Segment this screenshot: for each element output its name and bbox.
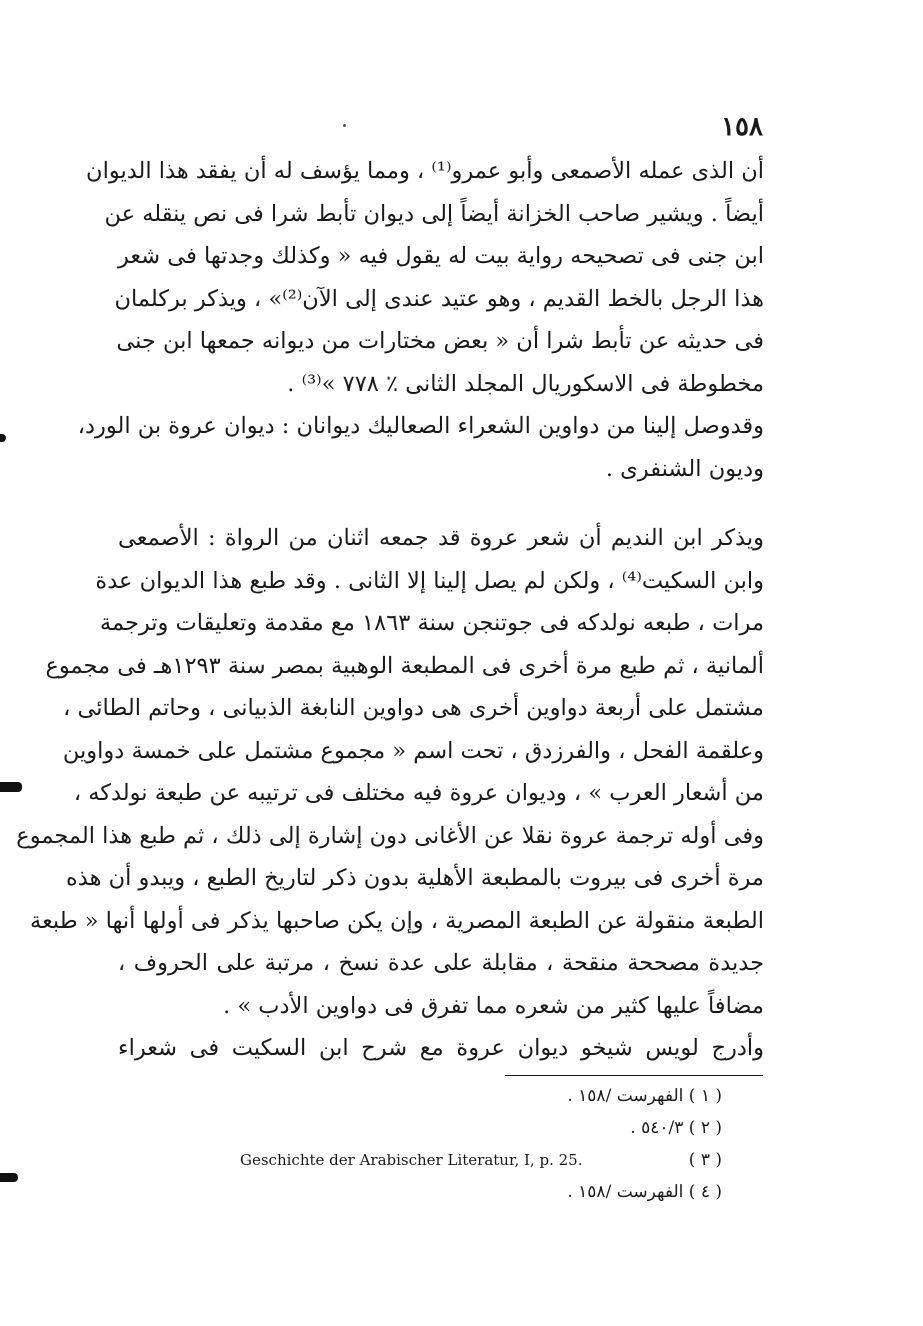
paragraph [86,150,764,405]
text-line: الطبعة منقولة عن الطبعة المصرية ، وإن يكن صاحبها يذكر فى أولها أنها « طبعة [30,907,764,934]
footnote-number: ( ٤ ) [688,1182,722,1202]
text-line: وفى أوله ترجمة عروة نقلا عن الأغانى دون إشارة إلى ذلك ، ثم طبع هذا المجموع [16,822,764,849]
footnote-number: ( ٢ ) [688,1118,722,1138]
text-line: ابن جنى فى تصحيحه رواية بيت له يقول فيه « وكذلك وجدتها فى شعر [118,243,764,269]
text-line: مخطوطة فى الاسكوريال المجلد الثانى ٪ ٧٧٨ »⁽³⁾ . [287,370,764,397]
footnote-number: ( ٣ ) [688,1150,722,1170]
paragraph [16,517,764,1070]
footnote-text: الفهرست /١٥٨ . [567,1182,684,1202]
scan-binding-mark [0,782,22,792]
scan-binding-mark [0,1173,18,1182]
text-line: مرة أخرى فى بيروت بالمطبعة الأهلية بدون ذكر لتاريخ الطبع ، ويبدو أن هذه [65,865,764,891]
footnotes [240,1080,722,1208]
footnote-item [240,1144,722,1176]
text-line: وعلقمة الفحل ، والفرزدق ، تحت اسم « مجموع مشتمل على خمسة دواوين [62,737,764,764]
text-line: وقدوصل إلينا من دواوين الشعراء الصعاليك ديوانان : ديوان عروة بن الورد، [77,413,764,439]
text-line: مضافاً عليها كثير من شعره مما تفرق فى دواوين الأدب » . [223,992,764,1019]
footnote-text: الفهرست /١٥٨ . [567,1086,684,1106]
page-number: ١٥٨ [721,112,763,142]
text-line: من أشعار العرب » ، وديوان عروة فيه مختلف فى ترتيبه عن طبعة نولدكه ، [73,780,764,806]
footnote-item [240,1176,722,1208]
footnote-item [240,1112,722,1144]
footnote-divider [505,1075,763,1076]
footnote-text: Geschichte der Arabischer Literatur, I, p. 25. [240,1151,583,1169]
scan-speck [343,124,346,127]
body-text [16,150,764,1070]
text-line: جديدة مصححة منقحة ، مقابلة على عدة نسخ ، مرتبة على الحروف ، [118,950,764,976]
footnote-text: ٥٤٠/٣ . [630,1118,684,1138]
text-line: أن الذى عمله الأصمعى وأبو عمرو⁽¹⁾ ، ومما يؤسف له أن يفقد هذا الديوان [86,158,764,184]
text-line: هذا الرجل بالخط القديم ، وهو عتيد عندى إلى الآن⁽²⁾» ، ويذكر بركلمان [114,285,764,312]
paragraph-gap [118,490,764,517]
text-line: وأدرج لويس شيخو ديوان عروة مع شرح ابن السكيت فى شعراء [118,1035,764,1061]
text-line: وابن السكيت⁽⁴⁾ ، ولكن لم يصل إلينا إلا الثانى . وقد طبع هذا الديوان عدة [95,567,764,594]
footnote-item [240,1080,722,1112]
paragraph [77,405,764,490]
text-line: أيضاً . ويشير صاحب الخزانة أيضاً إلى ديوان تأبط شرا فى نص ينقله عن [104,200,764,227]
footnote-number: ( ١ ) [688,1086,722,1106]
text-line: فى حديثه عن تأبط شرا أن « بعض مختارات من ديوانه جمعها ابن جنى [116,328,764,354]
text-line: مرات ، طبعه نولدكه فى جوتنجن سنة ١٨٦٣ مع مقدمة وتعليقات وترجمة [99,610,764,636]
scan-binding-mark [0,434,6,442]
text-line: وديون الشنفرى . [605,455,764,482]
text-line: ويذكر ابن النديم أن شعر عروة قد جمعه اثنان من الرواة : الأصمعى [118,525,764,551]
text-line: ألمانية ، ثم طبع مرة أخرى فى المطبعة الوهبية بمصر سنة ١٢٩٣هـ فى مجموع [45,652,764,679]
text-line: مشتمل على أربعة دواوين أخرى هى دواوين النابغة الذبيانى ، وحاتم الطائى ، [63,695,764,721]
